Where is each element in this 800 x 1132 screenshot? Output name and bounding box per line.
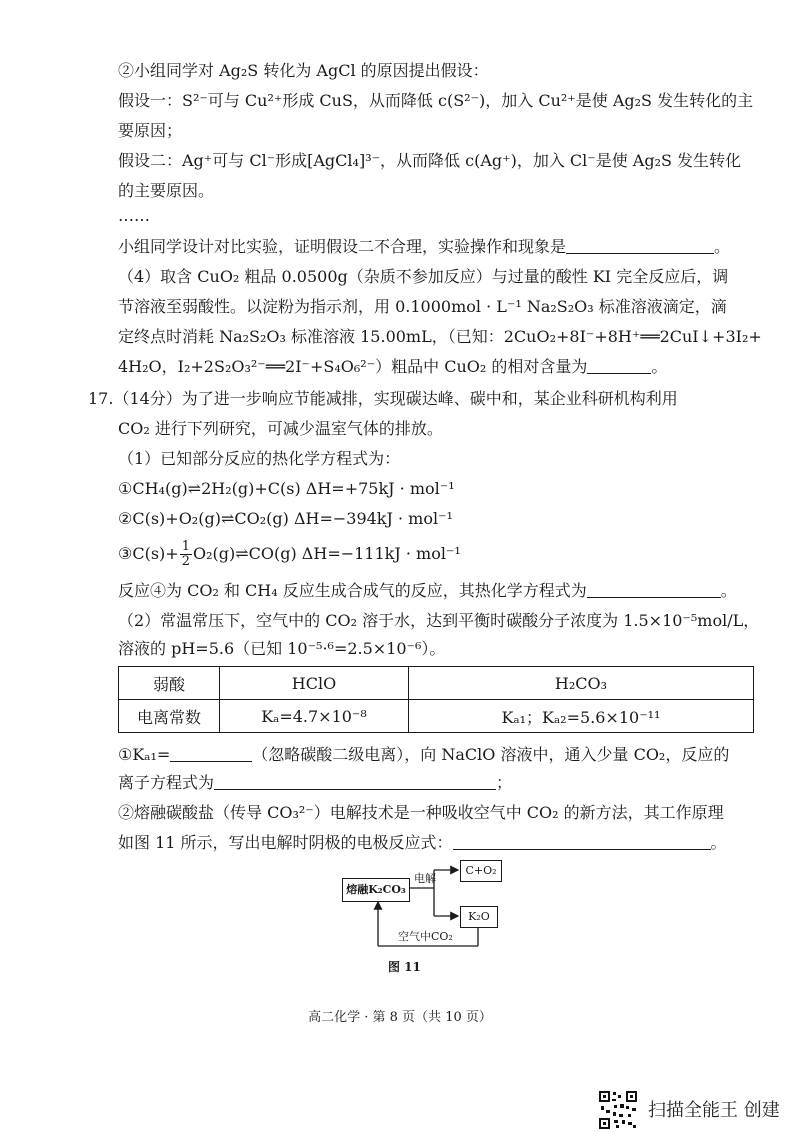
q17-equation-3 (118, 540, 461, 569)
q16-line-3: 要原因； (118, 121, 183, 140)
q17-line-4-end: 。 (720, 581, 737, 600)
scanner-watermark: 扫描全能王 创建 (648, 1100, 780, 1121)
q17-line-5: （2）常温常压下，空气中的 CO₂ 溶于水，达到平衡时碳酸分子浓度为 1.5×10⁻⁵mol/L， (118, 611, 760, 630)
eq3-prefix: ③C(s)+ (118, 544, 179, 563)
q16-ellipsis: …… (118, 206, 150, 225)
table-header-cell: H₂CO₃ (409, 667, 754, 700)
table-header-cell: HClO (220, 667, 409, 700)
box-molten-k2co3: 熔融K₂CO₃ (342, 878, 410, 902)
q17-line-3: （1）已知部分反应的热化学方程式为： (118, 449, 401, 468)
q16-line-7-end: 。 (714, 237, 731, 256)
answer-blank[interactable] (566, 238, 714, 254)
fraction-denominator: 2 (181, 554, 190, 569)
q16-line-8: （4）取含 CuO₂ 粗品 0.0500g（杂质不参加反应）与过量的酸性 KI 完全反应后，调 (118, 267, 729, 286)
q16-line-9: 节溶液至弱酸性。以淀粉为指示剂，用 0.1000mol · L⁻¹ Na₂S₂O₃ 标准溶液滴定，滴 (118, 297, 727, 316)
table-cell: 电离常数 (119, 700, 220, 733)
q17-line-10-text: 如图 11 所示，写出电解时阴极的电极反应式： (118, 833, 453, 852)
answer-blank[interactable] (587, 358, 651, 374)
q17-line-7-text: （忽略碳酸二级电离），向 NaClO 溶液中，通入少量 CO₂，反应的 (252, 745, 730, 764)
box-k2o: K₂O (460, 906, 498, 928)
q17-equation-1: ①CH₄(g)⇌2H₂(g)+C(s) ΔH=+75kJ · mol⁻¹ (118, 479, 455, 498)
fraction-numerator: 1 (181, 539, 190, 554)
q17-line-2: CO₂ 进行下列研究，可减少温室气体的排放。 (118, 419, 443, 438)
q17-line-9: ②熔融碳酸盐（传导 CO₃²⁻）电解技术是一种吸收空气中 CO₂ 的新方法，其工作原理 (118, 803, 724, 822)
q16-line-2: 假设一：S²⁻可与 Cu²⁺形成 CuS，从而降低 c(S²⁻)，加入 Cu²⁺是使 Ag₂S 发生转化的主 (118, 91, 754, 110)
electrolysis-diagram (330, 858, 530, 958)
q17-line-10-end: 。 (710, 833, 727, 852)
q16-line-11 (118, 356, 667, 378)
answer-blank[interactable] (170, 746, 252, 762)
table-cell: Kₐ₁；Kₐ₂=5.6×10⁻¹¹ (409, 700, 754, 733)
eq3-suffix: O₂(g)⇌CO(g) ΔH=−111kJ · mol⁻¹ (192, 544, 461, 563)
ka1-prefix: ①Kₐ₁= (118, 745, 171, 764)
box-c-o2: C+O₂ (460, 860, 502, 882)
q17-line-7 (118, 744, 729, 766)
q17-line-8 (118, 772, 512, 794)
label-electrolysis: 电解 (414, 872, 436, 885)
q16-line-4: 假设二：Ag⁺可与 Cl⁻形成[AgCl₄]³⁻，从而降低 c(Ag⁺)，加入 Cl⁻是使 Ag₂S 发生转化 (118, 151, 742, 170)
q16-line-5: 的主要原因。 (118, 181, 215, 200)
answer-blank[interactable] (587, 582, 721, 598)
q16-line-7-text: 小组同学设计对比实验，证明假设二不合理，实验操作和现象是 (118, 237, 567, 256)
q17-line-8-end: ； (496, 773, 513, 792)
q17-line-4-text: 反应④为 CO₂ 和 CH₄ 反应生成合成气的反应，其热化学方程式为 (118, 581, 587, 600)
q17-line-4 (118, 580, 737, 602)
table-cell: Kₐ=4.7×10⁻⁸ (220, 700, 409, 733)
q16-line-7 (118, 236, 730, 258)
q16-line-11-end: 。 (651, 357, 668, 376)
figure-caption: 图 11 (388, 960, 421, 974)
label-air-co2: 空气中CO₂ (398, 930, 453, 943)
fraction-one-half (180, 540, 192, 569)
table-row (119, 700, 754, 733)
q16-line-10: 定终点时消耗 Na₂S₂O₃ 标准溶液 15.00mL，（已知：2CuO₂+8I⁻+8H⁺══2CuI↓+3I₂+ (118, 327, 762, 346)
answer-blank[interactable] (214, 774, 496, 790)
q16-line-1: ②小组同学对 Ag₂S 转化为 AgCl 的原因提出假设： (118, 61, 489, 80)
qr-code-icon (598, 1090, 638, 1130)
q16-line-11-text: 4H₂O，I₂+2S₂O₃²⁻══2I⁻+S₄O₆²⁻）粗品中 CuO₂ 的相对含量为 (118, 357, 588, 376)
answer-blank[interactable] (453, 834, 711, 850)
page-footer: 高二化学 · 第 8 页（共 10 页） (308, 1010, 492, 1025)
q17-line-6: 溶液的 pH=5.6（已知 10⁻⁵·⁶=2.5×10⁻⁶）。 (118, 639, 446, 658)
q17-line-8-text: 离子方程式为 (118, 773, 215, 792)
table-row (119, 667, 754, 700)
table-header-cell: 弱酸 (119, 667, 220, 700)
q17-equation-2: ②C(s)+O₂(g)⇌CO₂(g) ΔH=−394kJ · mol⁻¹ (118, 509, 453, 528)
q17-line-10 (118, 832, 727, 854)
q17-line-1: 17.（14分）为了进一步响应节能减排，实现碳达峰、碳中和，某企业科研机构利用 (88, 389, 678, 408)
ionization-constant-table (118, 666, 754, 733)
